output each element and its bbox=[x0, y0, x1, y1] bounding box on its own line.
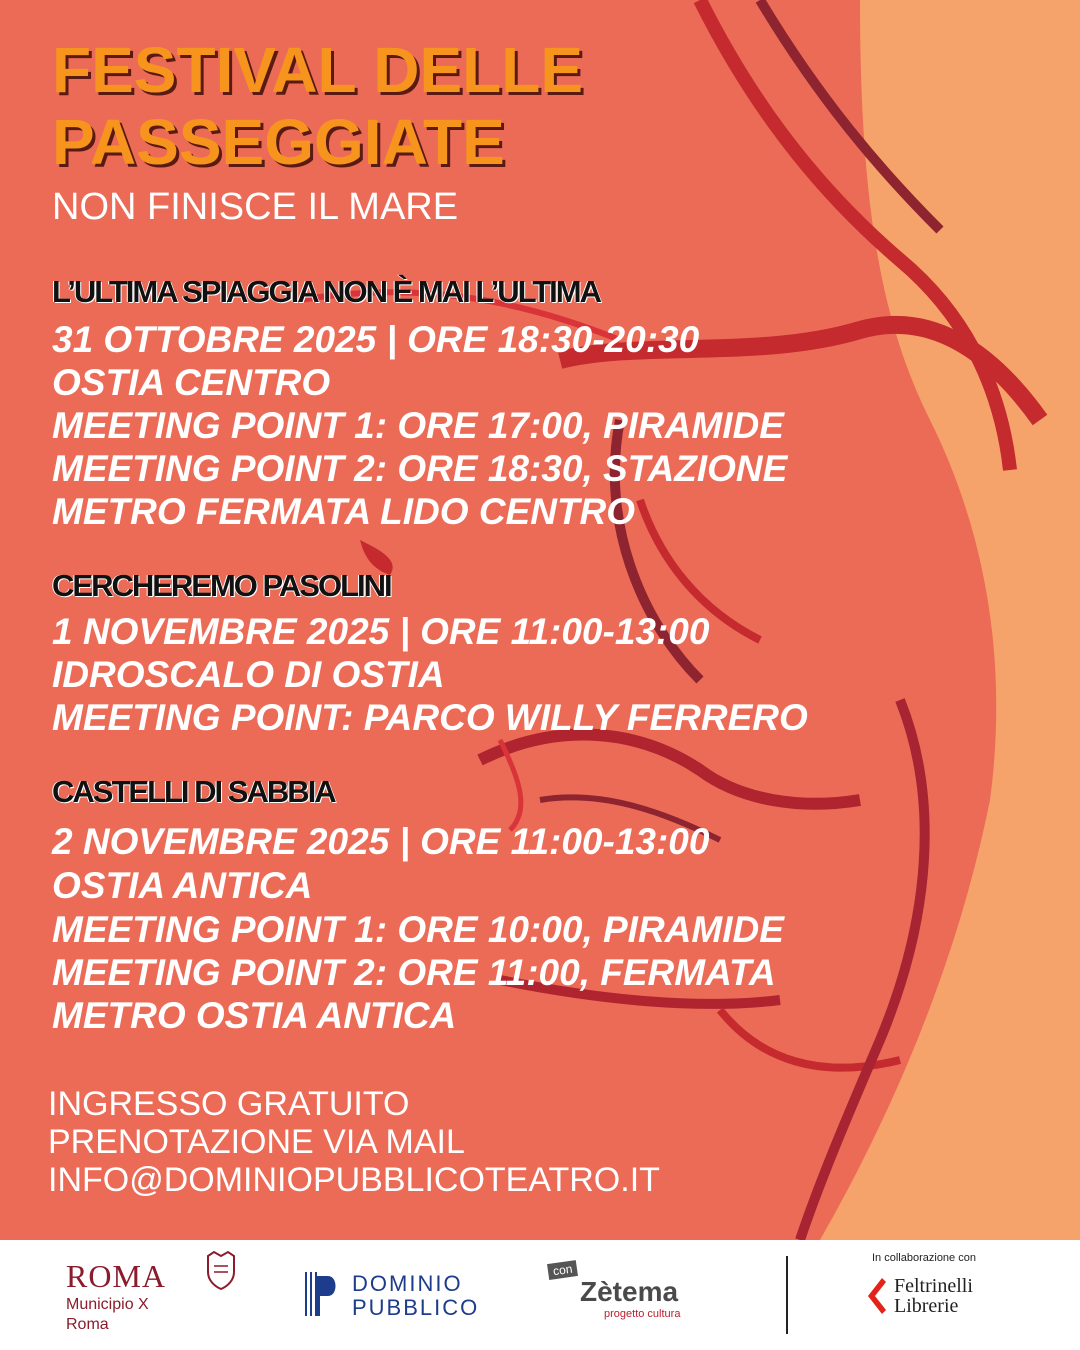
logo-divider bbox=[786, 1256, 788, 1334]
event-2-date: 1 NOVEMBRE 2025 | ORE 11:00-13:00 bbox=[52, 611, 710, 652]
feltrinelli-icon bbox=[864, 1276, 890, 1316]
event-3-meeting-point-2: MEETING POINT 2: ORE 11:00, FERMATA bbox=[52, 952, 776, 993]
dominio-pubblico-logo bbox=[352, 1272, 479, 1320]
event-2-meeting-point: MEETING POINT: PARCO WILLY FERRERO bbox=[52, 697, 808, 738]
zetema-logo-sub: progetto cultura bbox=[604, 1308, 681, 1320]
feltrinelli-text: Feltrinelli bbox=[894, 1275, 973, 1297]
zetema-con-label: con bbox=[547, 1260, 578, 1280]
free-entry-text: INGRESSO GRATUITO bbox=[48, 1085, 410, 1123]
event-3-location: OSTIA ANTICA bbox=[52, 865, 313, 906]
dominio-pubblico-icon bbox=[302, 1270, 342, 1318]
event-3-date: 2 NOVEMBRE 2025 | ORE 11:00-13:00 bbox=[52, 821, 710, 862]
roma-crest-icon bbox=[204, 1250, 238, 1290]
dominio-text: DOMINIO bbox=[352, 1271, 463, 1296]
roma-logo-city: Roma bbox=[66, 1316, 109, 1333]
festival-title-line1: FESTIVAL DELLE bbox=[52, 34, 583, 106]
sponsor-logo-bar bbox=[0, 1240, 1080, 1350]
event-1-date: 31 OTTOBRE 2025 | ORE 18:30-20:30 bbox=[52, 319, 700, 360]
festival-title-line2: PASSEGGIATE bbox=[52, 106, 505, 178]
librerie-text: Librerie bbox=[894, 1295, 959, 1317]
event-2-location: IDROSCALO DI OSTIA bbox=[52, 654, 445, 695]
roma-logo-title: ROMA bbox=[66, 1258, 167, 1294]
event-3-title: CASTELLI DI SABBIA bbox=[52, 774, 335, 809]
festival-subtitle: NON FINISCE IL MARE bbox=[52, 186, 459, 228]
event-3-meeting-point-2-cont: METRO OSTIA ANTICA bbox=[52, 995, 457, 1036]
booking-text: PRENOTAZIONE VIA MAIL bbox=[48, 1123, 465, 1161]
feltrinelli-logo bbox=[894, 1276, 973, 1316]
event-1-meeting-point-2-cont: METRO FERMATA LIDO CENTRO bbox=[52, 491, 636, 532]
pubblico-text: PUBBLICO bbox=[352, 1295, 480, 1320]
event-1-location: OSTIA CENTRO bbox=[52, 362, 331, 403]
event-1-meeting-point-1: MEETING POINT 1: ORE 17:00, PIRAMIDE bbox=[52, 405, 784, 446]
event-1-title: L’ULTIMA SPIAGGIA NON È MAI L’ULTIMA bbox=[52, 274, 600, 309]
collaboration-label: In collaborazione con bbox=[872, 1252, 976, 1264]
roma-logo-municipio: Municipio X bbox=[66, 1296, 149, 1313]
contact-email: INFO@DOMINIOPUBBLICOTEATRO.IT bbox=[48, 1161, 660, 1199]
roma-logo bbox=[66, 1258, 166, 1335]
zetema-logo-name: Zètema bbox=[580, 1276, 679, 1307]
event-3-meeting-point-1: MEETING POINT 1: ORE 10:00, PIRAMIDE bbox=[52, 909, 784, 950]
event-1-meeting-point-2: MEETING POINT 2: ORE 18:30, STAZIONE bbox=[52, 448, 788, 489]
event-2-title: CERCHEREMO PASOLINI bbox=[52, 568, 391, 603]
